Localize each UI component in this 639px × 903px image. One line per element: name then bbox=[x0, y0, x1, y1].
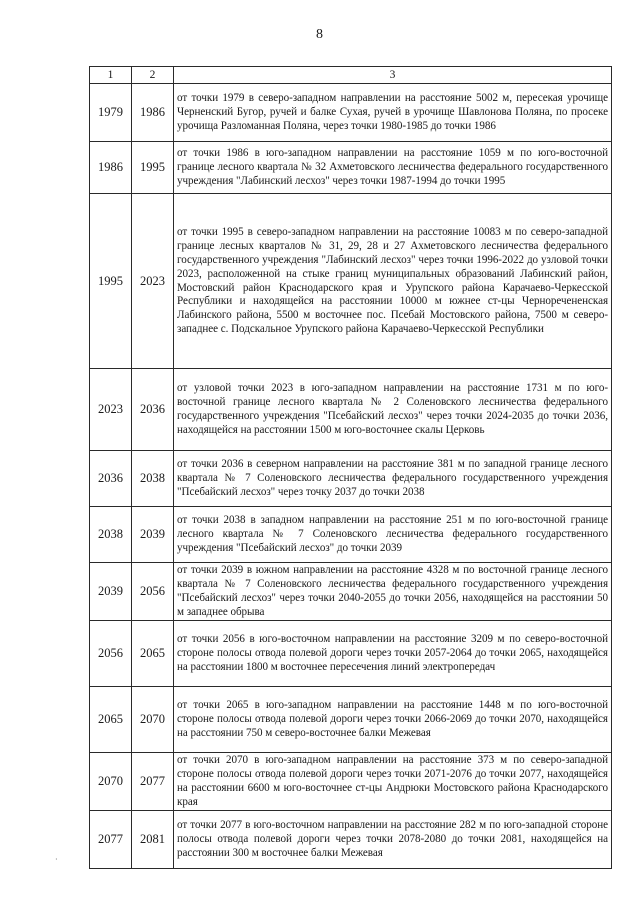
point-from: 2070 bbox=[90, 752, 132, 810]
table-row bbox=[90, 142, 612, 194]
boundary-description: от точки 2056 в юго-восточном направлении на расстояние 3209 м по северо-восточной стороне полосы отвода полевой дороги через точки 2057-2064 до точки 2065, находящейся на расстоянии 1800 м восточнее пересечения линий электропередач bbox=[174, 620, 612, 686]
point-to: 2036 bbox=[132, 369, 174, 451]
point-from: 2056 bbox=[90, 620, 132, 686]
table-row bbox=[90, 686, 612, 752]
boundary-description: от точки 1979 в северо-западном направлении на расстояние 5002 м, пересекая урочище Черненский Бугор, ручей и балке Сухая, ручей в урочище Шавлонова Поляна, по просеке урочища Разломанная Поляна, через точки 1980-1985 до точки 1986 bbox=[174, 84, 612, 142]
point-from: 2077 bbox=[90, 810, 132, 868]
header-col-2: 2 bbox=[132, 67, 174, 84]
point-to: 2023 bbox=[132, 194, 174, 369]
table-row bbox=[90, 369, 612, 451]
table-row bbox=[90, 194, 612, 369]
point-to: 2056 bbox=[132, 563, 174, 621]
page-number: 8 bbox=[316, 27, 323, 42]
point-to: 1986 bbox=[132, 84, 174, 142]
point-from: 2065 bbox=[90, 686, 132, 752]
boundary-description: от точки 2036 в северном направлении на расстояние 381 м по западной границе лесного квартала № 7 Соленовского лесничества федерального государственного учреждения "Псебайский лесхоз" через точку 2037 до точки 2038 bbox=[174, 451, 612, 507]
boundary-description: от точки 2039 в южном направлении на расстояние 4328 м по восточной границе лесного квартала № 7 Соленовского лесничества федерального государственного учреждения "Псебайский лесхоз" через точки 2040-2055 до точки 2056, находящейся на расстоянии 50 м западнее обрыва bbox=[174, 563, 612, 621]
point-to: 2081 bbox=[132, 810, 174, 868]
point-from: 1986 bbox=[90, 142, 132, 194]
boundary-table bbox=[89, 66, 612, 869]
boundary-description: от узловой точки 2023 в юго-западном направлении на расстояние 1731 м по юго-восточной границе лесного квартала № 2 Соленовского лесничества федерального государственного учреждения "Псебайский лесхоз" через точки 2024-2035 до точки 2036, находящейся на расстоянии 1500 м юго-восточнее скалы Церковь bbox=[174, 369, 612, 451]
point-from: 1979 bbox=[90, 84, 132, 142]
boundary-description: от точки 2065 в юго-западном направлении на расстояние 1448 м по юго-восточной стороне полосы отвода полевой дороги через точки 2066-2069 до точки 2070, находящейся на расстоянии 750 м северо-восточнее балки Межевая bbox=[174, 686, 612, 752]
boundary-description: от точки 1986 в юго-западном направлении на расстояние 1059 м по юго-восточной границе лесного квартала № 32 Ахметовского лесничества федерального государственного учреждения "Лабинский лесхоз" через точки 1987-1994 до точки 1995 bbox=[174, 142, 612, 194]
point-to: 2039 bbox=[132, 507, 174, 563]
header-col-1: 1 bbox=[90, 67, 132, 84]
boundary-description: от точки 2070 в юго-западном направлении на расстояние 373 м по северо-западной стороне полосы отвода полевой дороги через точки 2071-2076 до точки 2077, находящейся на расстоянии 6600 м юго-восточнее ст-цы Андрюки Мостовского района Краснодарского края bbox=[174, 752, 612, 810]
boundary-description: от точки 2077 в юго-восточном направлении на расстояние 282 м по юго-западной стороне полосы отвода полевой дороги через точки 2078-2080 до точки 2081, находящейся на расстоянии 300 м восточнее балки Межевая bbox=[174, 810, 612, 868]
point-to: 2077 bbox=[132, 752, 174, 810]
point-from: 2038 bbox=[90, 507, 132, 563]
margin-mark: · bbox=[55, 855, 58, 864]
point-from: 1995 bbox=[90, 194, 132, 369]
table-row bbox=[90, 84, 612, 142]
point-to: 2038 bbox=[132, 451, 174, 507]
table-row bbox=[90, 620, 612, 686]
header-col-3: 3 bbox=[174, 67, 612, 84]
point-to: 1995 bbox=[132, 142, 174, 194]
boundary-description: от точки 1995 в северо-западном направлении на расстояние 10083 м по северо-западной границе лесных кварталов № 31, 29, 28 и 27 Ахметовского лесничества федерального государственного учреждения "Лабинский лесхоз" через точки 1996-2022 до узловой точки 2023, расположенной на стыке границ муниципальных образований Лабинский район, Мостовский район Краснодарского края и Урупского района Карачаево-Черкесской Республики и находящейся на расстоянии 10000 м южнее ст-цы Черноречененская Лабинского района, 5500 м восточнее пос. Псебай Мостовского района, 7500 м северо-западнее с. Подскальное Урупского района Карачаево-Черкесской Республики bbox=[174, 194, 612, 369]
table-row bbox=[90, 507, 612, 563]
table-row bbox=[90, 451, 612, 507]
table-row bbox=[90, 752, 612, 810]
table-row bbox=[90, 810, 612, 868]
point-from: 2036 bbox=[90, 451, 132, 507]
point-to: 2065 bbox=[132, 620, 174, 686]
point-to: 2070 bbox=[132, 686, 174, 752]
point-from: 2039 bbox=[90, 563, 132, 621]
table-row bbox=[90, 563, 612, 621]
point-from: 2023 bbox=[90, 369, 132, 451]
table-header-row bbox=[90, 67, 612, 84]
boundary-description: от точки 2038 в западном направлении на расстояние 251 м по юго-восточной границе лесного квартала № 7 Соленовского лесничества федерального государственного учреждения "Псебайский лесхоз" до точки 2039 bbox=[174, 507, 612, 563]
